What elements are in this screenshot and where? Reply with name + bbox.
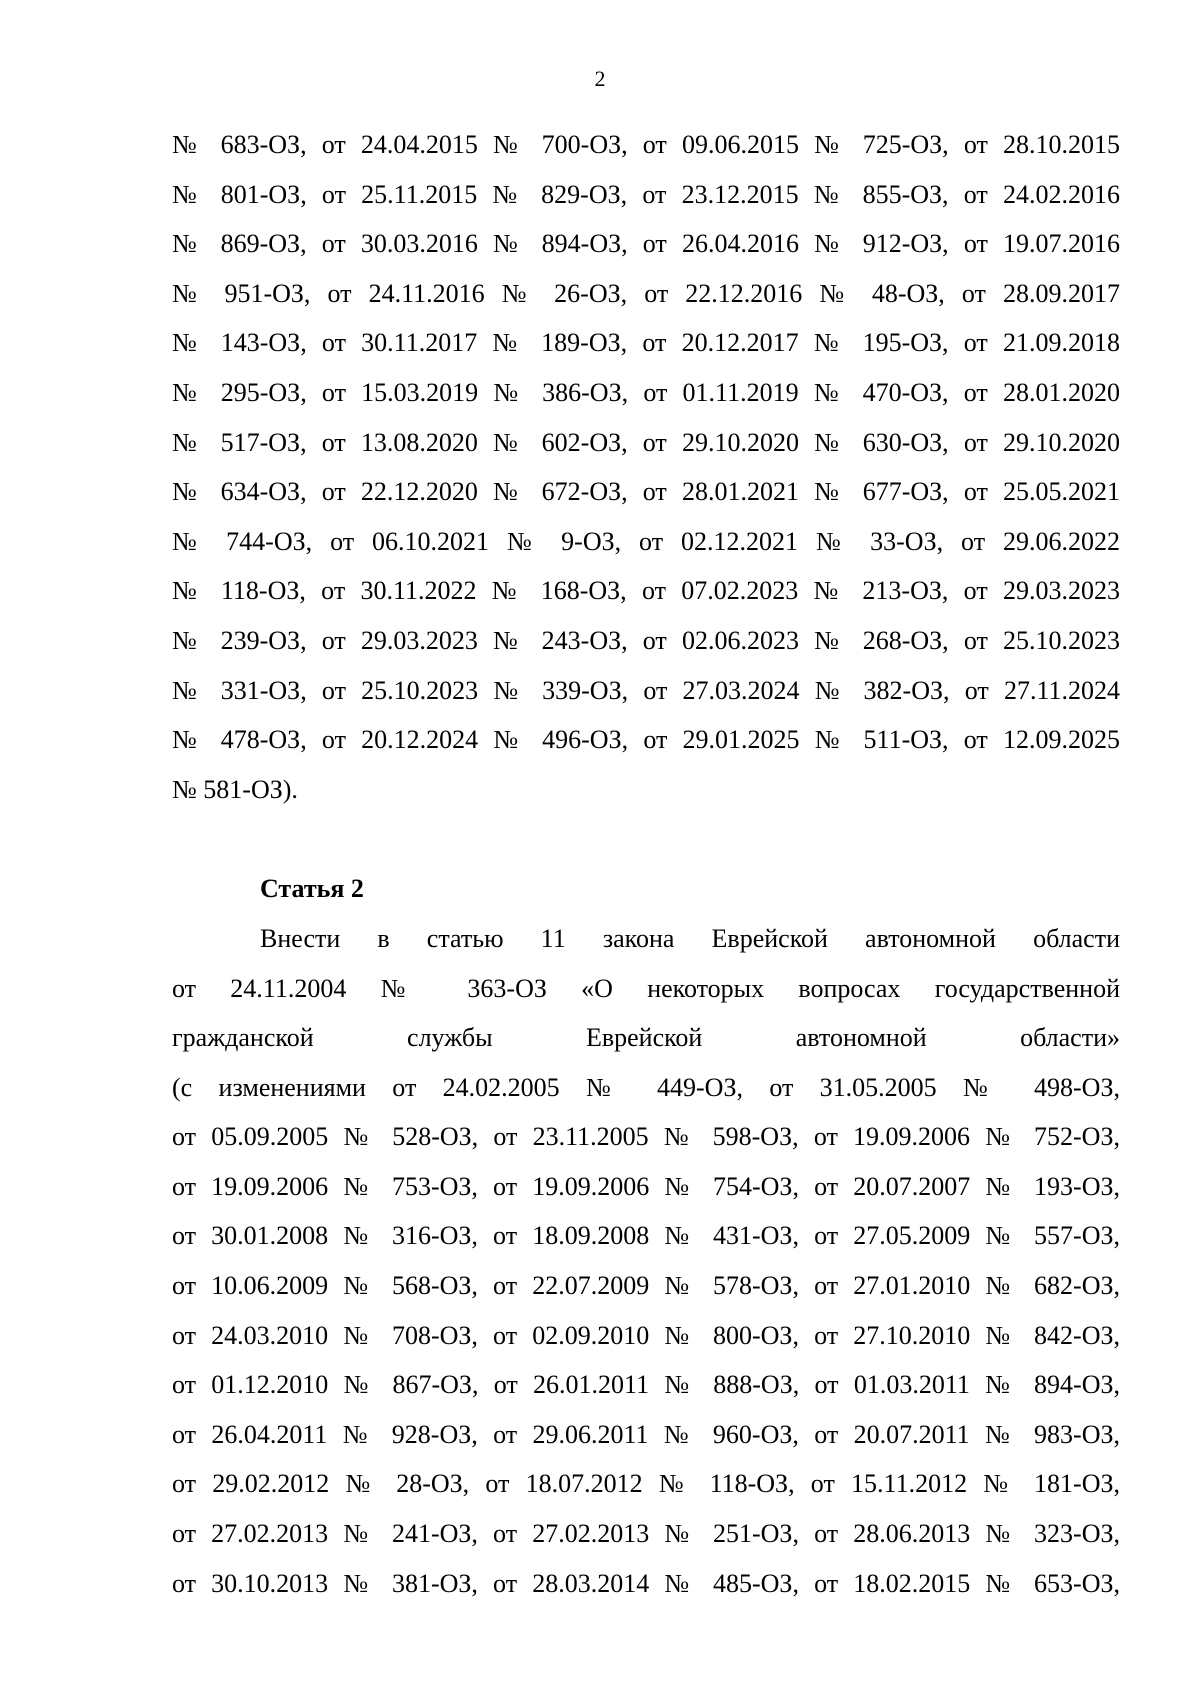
paragraph-gap: [172, 814, 1120, 864]
text-line: № 951-ОЗ, от 24.11.2016 № 26-ОЗ, от 22.12.2016 № 48-ОЗ, от 28.09.2017: [172, 278, 1120, 308]
text-line: № 143-ОЗ, от 30.11.2017 № 189-ОЗ, от 20.12.2017 № 195-ОЗ, от 21.09.2018: [172, 328, 1120, 358]
text-line: № 634-ОЗ, от 22.12.2020 № 672-ОЗ, от 28.01.2021 № 677-ОЗ, от 25.05.2021: [172, 477, 1120, 507]
text-line: от 30.01.2008 № 316-ОЗ, от 18.09.2008 № 431-ОЗ, от 27.05.2009 № 557-ОЗ,: [172, 1221, 1120, 1251]
text-line: гражданской службы Еврейской автономной области»: [172, 1023, 1120, 1053]
text-line: от 30.10.2013 № 381-ОЗ, от 28.03.2014 № 485-ОЗ, от 18.02.2015 № 653-ОЗ,: [172, 1568, 1120, 1598]
text-line: от 26.04.2011 № 928-ОЗ, от 29.06.2011 № 960-ОЗ, от 20.07.2011 № 983-ОЗ,: [172, 1419, 1120, 1449]
document-body: [172, 120, 1120, 1608]
amendment-list-continuation: [172, 120, 1120, 814]
text-line: № 801-ОЗ, от 25.11.2015 № 829-ОЗ, от 23.12.2015 № 855-ОЗ, от 24.02.2016: [172, 179, 1120, 209]
text-line: от 27.02.2013 № 241-ОЗ, от 27.02.2013 № 251-ОЗ, от 28.06.2013 № 323-ОЗ,: [172, 1519, 1120, 1549]
text-line: № 478-ОЗ, от 20.12.2024 № 496-ОЗ, от 29.01.2025 № 511-ОЗ, от 12.09.2025: [172, 725, 1120, 755]
text-line-first: Внести в статью 11 закона Еврейской автономной области: [260, 923, 1120, 953]
text-line: от 01.12.2010 № 867-ОЗ, от 26.01.2011 № 888-ОЗ, от 01.03.2011 № 894-ОЗ,: [172, 1370, 1120, 1400]
text-line: от 29.02.2012 № 28-ОЗ, от 18.07.2012 № 118-ОЗ, от 15.11.2012 № 181-ОЗ,: [172, 1469, 1120, 1499]
text-line: № 239-ОЗ, от 29.03.2023 № 243-ОЗ, от 02.06.2023 № 268-ОЗ, от 25.10.2023: [172, 625, 1120, 655]
text-line: № 683-ОЗ, от 24.04.2015 № 700-ОЗ, от 09.06.2015 № 725-ОЗ, от 28.10.2015: [172, 130, 1120, 159]
text-line: от 19.09.2006 № 753-ОЗ, от 19.09.2006 № 754-ОЗ, от 20.07.2007 № 193-ОЗ,: [172, 1171, 1120, 1201]
article-paragraph: [172, 914, 1120, 1608]
text-line: № 517-ОЗ, от 13.08.2020 № 602-ОЗ, от 29.10.2020 № 630-ОЗ, от 29.10.2020: [172, 427, 1120, 457]
text-line: № 869-ОЗ, от 30.03.2016 № 894-ОЗ, от 26.04.2016 № 912-ОЗ, от 19.07.2016: [172, 229, 1120, 259]
text-line: от 05.09.2005 № 528-ОЗ, от 23.11.2005 № 598-ОЗ, от 19.09.2006 № 752-ОЗ,: [172, 1122, 1120, 1152]
text-line-last: № 581-ОЗ).: [172, 774, 298, 804]
text-line: от 10.06.2009 № 568-ОЗ, от 22.07.2009 № 578-ОЗ, от 27.01.2010 № 682-ОЗ,: [172, 1271, 1120, 1301]
text-line: № 744-ОЗ, от 06.10.2021 № 9-ОЗ, от 02.12.2021 № 33-ОЗ, от 29.06.2022: [172, 526, 1120, 556]
text-line: от 24.11.2004 № 363-ОЗ «О некоторых вопросах государственной: [172, 973, 1120, 1003]
text-line: (с изменениями от 24.02.2005 № 449-ОЗ, от 31.05.2005 № 498-ОЗ,: [172, 1072, 1120, 1102]
text-line: № 331-ОЗ, от 25.10.2023 № 339-ОЗ, от 27.03.2024 № 382-ОЗ, от 27.11.2024: [172, 675, 1120, 705]
page-number: 2: [594, 66, 606, 91]
text-line: от 24.03.2010 № 708-ОЗ, от 02.09.2010 № 800-ОЗ, от 27.10.2010 № 842-ОЗ,: [172, 1320, 1120, 1350]
article-title: Статья 2: [260, 874, 364, 904]
text-line: № 295-ОЗ, от 15.03.2019 № 386-ОЗ, от 01.11.2019 № 470-ОЗ, от 28.01.2020: [172, 377, 1120, 407]
text-line: № 118-ОЗ, от 30.11.2022 № 168-ОЗ, от 07.02.2023 № 213-ОЗ, от 29.03.2023: [172, 576, 1120, 606]
